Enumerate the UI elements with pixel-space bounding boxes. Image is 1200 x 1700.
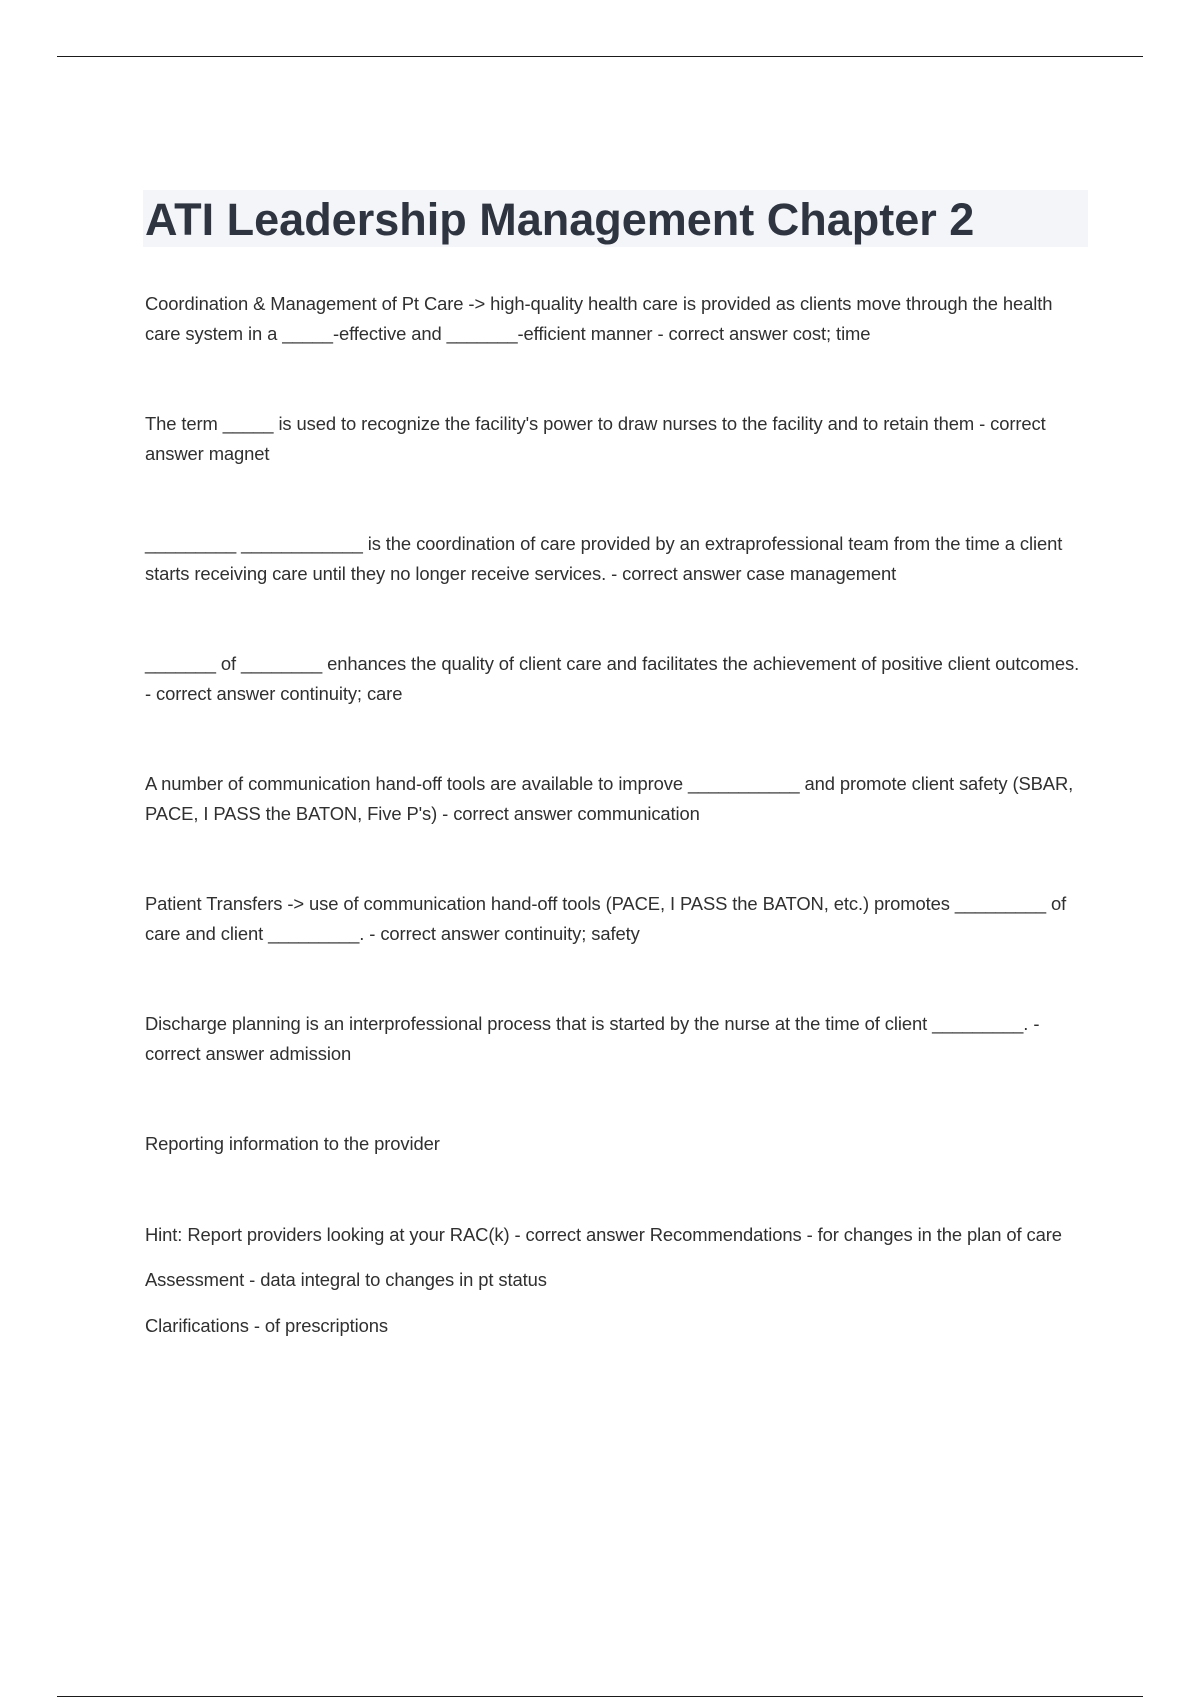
qa-item: Coordination & Management of Pt Care -> high-quality health care is provided as clients move through the health care system in a _____-effective and _______-efficient manner - correct answer cost; time [145,293,1053,344]
qa-item: _______ of ________ enhances the quality of client care and facilitates the achievement of positive client outcomes. - correct answer continuity; care [145,653,1080,704]
qa-item: Patient Transfers -> use of communication hand-off tools (PACE, I PASS the BATON, etc.) promotes _________ of care and client _________. - correct answer continuity; safety [145,893,1067,944]
hint-line: Assessment - data integral to changes in pt status [145,1269,547,1290]
document-body [145,289,1090,1340]
document-title: ATI Leadership Management Chapter 2 [145,194,975,245]
qa-item: Discharge planning is an interprofessional process that is started by the nurse at the time of client _________. - correct answer admission [145,1013,1040,1064]
qa-item: _________ ____________ is the coordination of care provided by an extraprofessional team from the time a client starts receiving care until they no longer receive services. - correct answer case management [145,533,1063,584]
qa-item: Reporting information to the provider [145,1133,440,1154]
hint-line: Hint: Report providers looking at your RAC(k) - correct answer Recommendations - for changes in the plan of care [145,1223,1062,1245]
qa-item: A number of communication hand-off tools are available to improve ___________ and promote client safety (SBAR, PACE, I PASS the BATON, Five P's) - correct answer communication [145,773,1074,824]
hint-line: Clarifications - of prescriptions [145,1314,389,1336]
footer-rule [57,1696,1143,1697]
hint-group [145,1220,1090,1341]
header-rule [57,56,1143,57]
qa-item: The term _____ is used to recognize the facility's power to draw nurses to the facility and to retain them - correct answer magnet [145,413,1046,464]
